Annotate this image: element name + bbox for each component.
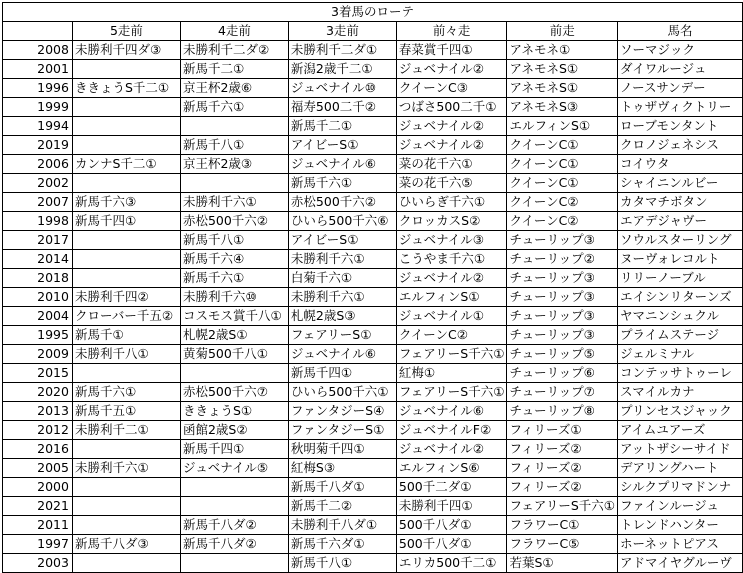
race-3-back-cell: ジュベナイル⑩ [288,79,396,98]
table-title: 3着馬のローテ [3,3,743,22]
race-2-back-cell: クイーンC③ [396,79,507,98]
last-race-cell: チューリップ⑤ [507,345,618,364]
year-cell: 2014 [3,250,73,269]
horse-name-cell: エアデジャヴー [617,212,742,231]
header-race-2-back: 前々走 [396,22,507,41]
race-2-back-cell: 未勝利千四① [396,497,507,516]
year-cell: 2000 [3,478,73,497]
race-5-back-cell [72,269,180,288]
race-4-back-cell: 京王杯2歳③ [180,155,288,174]
horse-name-cell: ノースサンデー [617,79,742,98]
race-5-back-cell: 新馬千① [72,326,180,345]
race-3-back-cell: 赤松500千六② [288,193,396,212]
race-4-back-cell: 黄菊500千八① [180,345,288,364]
horse-name-cell: シャイニンルビー [617,174,742,193]
race-2-back-cell: 春菜賞千四① [396,41,507,60]
horse-name-cell: スマイルカナ [617,383,742,402]
table-row [3,174,743,193]
header-last-race: 前走 [507,22,618,41]
horse-name-cell: ジェルミナル [617,345,742,364]
race-2-back-cell: ジュベナイルF② [396,421,507,440]
last-race-cell: クイーンC② [507,193,618,212]
horse-name-cell: デアリングハート [617,459,742,478]
race-3-back-cell: ファンタジーS④ [288,402,396,421]
header-race-3-back: 3走前 [288,22,396,41]
table-row [3,212,743,231]
race-3-back-cell: フェアリーS① [288,326,396,345]
race-4-back-cell: 新馬千六① [180,269,288,288]
header-horse-name: 馬名 [617,22,742,41]
year-cell: 2002 [3,174,73,193]
race-4-back-cell: ジュベナイル⑤ [180,459,288,478]
race-4-back-cell: 新馬千八ダ② [180,516,288,535]
year-cell: 2020 [3,383,73,402]
race-4-back-cell [180,174,288,193]
race-2-back-cell: エルフィンS⑥ [396,459,507,478]
horse-name-cell: トゥザヴィクトリー [617,98,742,117]
race-3-back-cell: 白菊千六① [288,269,396,288]
table-row [3,326,743,345]
race-5-back-cell [72,250,180,269]
table-row [3,288,743,307]
last-race-cell: フラワーC① [507,516,618,535]
year-cell: 1999 [3,98,73,117]
race-2-back-cell: 500千八ダ① [396,535,507,554]
race-2-back-cell: ジュベナイル② [396,440,507,459]
race-3-back-cell: 紅梅S③ [288,459,396,478]
table-row [3,402,743,421]
last-race-cell: チューリップ③ [507,307,618,326]
race-3-back-cell: ジュベナイル⑥ [288,345,396,364]
horse-name-cell: アイムユアーズ [617,421,742,440]
race-3-back-cell: 未勝利千八ダ① [288,516,396,535]
horse-name-cell: エイシンリターンズ [617,288,742,307]
race-3-back-cell: 未勝利千六① [288,250,396,269]
horse-name-cell: アドマイヤグルーヴ [617,554,742,573]
table-row [3,41,743,60]
race-3-back-cell: 新馬千八① [288,554,396,573]
race-2-back-cell: つばさ500二千① [396,98,507,117]
last-race-cell: フィリーズ① [507,421,618,440]
horse-name-cell: ローブモンタント [617,117,742,136]
race-2-back-cell: クイーンC② [396,326,507,345]
race-5-back-cell: 新馬千四① [72,212,180,231]
horse-name-cell: ソウルスターリング [617,231,742,250]
year-cell: 2017 [3,231,73,250]
horse-name-cell: ホーネットピアス [617,535,742,554]
last-race-cell: フィリーズ② [507,478,618,497]
year-cell: 1994 [3,117,73,136]
horse-name-cell: ヤマニンシュクル [617,307,742,326]
race-3-back-cell: 新馬千六ダ① [288,535,396,554]
race-4-back-cell: 札幌2歳S① [180,326,288,345]
race-5-back-cell [72,117,180,136]
table-row [3,269,743,288]
horse-name-cell: リリーノーブル [617,269,742,288]
year-cell: 2008 [3,41,73,60]
year-cell: 1998 [3,212,73,231]
race-5-back-cell: 新馬千六③ [72,193,180,212]
year-cell: 2016 [3,440,73,459]
race-3-back-cell: 新馬千四① [288,364,396,383]
year-cell: 2013 [3,402,73,421]
race-4-back-cell: 京王杯2歳⑥ [180,79,288,98]
horse-name-cell: プライムステージ [617,326,742,345]
race-2-back-cell: 500千二ダ① [396,478,507,497]
year-cell: 2004 [3,307,73,326]
last-race-cell: クイーンC① [507,136,618,155]
last-race-cell: アネモネS① [507,60,618,79]
year-cell: 2011 [3,516,73,535]
table-row [3,383,743,402]
last-race-cell: 若葉S① [507,554,618,573]
year-cell: 2007 [3,193,73,212]
year-cell: 2010 [3,288,73,307]
table-row [3,364,743,383]
race-4-back-cell: 函館2歳S② [180,421,288,440]
race-4-back-cell [180,497,288,516]
race-2-back-cell: クロッカスS② [396,212,507,231]
race-3-back-cell: 秋明菊千四① [288,440,396,459]
year-cell: 2019 [3,136,73,155]
table-row [3,497,743,516]
last-race-cell: チューリップ⑧ [507,402,618,421]
race-2-back-cell: ジュベナイル② [396,60,507,79]
race-3-back-cell: ひいら500千六⑥ [288,212,396,231]
race-5-back-cell: 未勝利千四② [72,288,180,307]
race-3-back-cell: 新馬千八ダ① [288,478,396,497]
last-race-cell: チューリップ③ [507,326,618,345]
race-4-back-cell: 新馬千六④ [180,250,288,269]
race-2-back-cell: エリカ500千二① [396,554,507,573]
last-race-cell: フィリーズ② [507,459,618,478]
race-5-back-cell [72,478,180,497]
race-5-back-cell [72,136,180,155]
year-cell: 2001 [3,60,73,79]
horse-name-cell: ダイワルージュ [617,60,742,79]
table-row [3,231,743,250]
race-3-back-cell: 新馬千二① [288,117,396,136]
horse-name-cell: ファインルージュ [617,497,742,516]
race-3-back-cell: 新潟2歳千二① [288,60,396,79]
race-5-back-cell: クローバー千五② [72,307,180,326]
table-row [3,60,743,79]
last-race-cell: フラワーC⑤ [507,535,618,554]
race-4-back-cell: 新馬千六① [180,98,288,117]
race-4-back-cell: 新馬千八ダ② [180,535,288,554]
race-2-back-cell: ひいらぎ千六① [396,193,507,212]
year-cell: 2005 [3,459,73,478]
horse-name-cell: カタマチボタン [617,193,742,212]
race-2-back-cell: エルフィンS① [396,288,507,307]
race-5-back-cell: 新馬千五① [72,402,180,421]
race-4-back-cell: コスモス賞千八① [180,307,288,326]
last-race-cell: クイーンC① [507,174,618,193]
race-3-back-cell: アイビーS① [288,231,396,250]
horse-name-cell: ソーマジック [617,41,742,60]
year-cell: 2003 [3,554,73,573]
table-row [3,535,743,554]
race-5-back-cell: カンナS千二① [72,155,180,174]
table-row [3,193,743,212]
year-cell: 2021 [3,497,73,516]
table-row [3,98,743,117]
race-5-back-cell [72,98,180,117]
table-row [3,136,743,155]
race-3-back-cell: 新馬千六① [288,174,396,193]
race-2-back-cell: フェアリーS千六① [396,345,507,364]
table-row [3,478,743,497]
race-5-back-cell: 未勝利千四ダ③ [72,41,180,60]
table-row [3,440,743,459]
last-race-cell: フィリーズ② [507,440,618,459]
table-row [3,155,743,174]
last-race-cell: クイーンC② [507,212,618,231]
table-row [3,117,743,136]
race-4-back-cell [180,364,288,383]
race-5-back-cell [72,60,180,79]
year-cell: 2018 [3,269,73,288]
race-4-back-cell: 未勝利千二ダ② [180,41,288,60]
race-4-back-cell: 新馬千八① [180,136,288,155]
race-2-back-cell: 菜の花千六① [396,155,507,174]
header-year [3,22,73,41]
last-race-cell: チューリップ⑦ [507,383,618,402]
last-race-cell: チューリップ③ [507,231,618,250]
horse-name-cell: ヌーヴォレコルト [617,250,742,269]
race-4-back-cell: ききょうS① [180,402,288,421]
horse-name-cell: アットザシーサイド [617,440,742,459]
race-4-back-cell: 未勝利千六① [180,193,288,212]
race-5-back-cell [72,231,180,250]
title-row [3,3,743,22]
year-cell: 1995 [3,326,73,345]
race-5-back-cell: 新馬千六① [72,383,180,402]
race-5-back-cell [72,364,180,383]
race-4-back-cell: 赤松500千六⑦ [180,383,288,402]
race-5-back-cell: 未勝利千二① [72,421,180,440]
horse-name-cell: トレンドハンター [617,516,742,535]
horse-name-cell: クロノジェネシス [617,136,742,155]
last-race-cell: チューリップ③ [507,269,618,288]
race-5-back-cell [72,440,180,459]
race-4-back-cell: 新馬千八① [180,231,288,250]
rotation-table [2,2,743,573]
year-cell: 2015 [3,364,73,383]
table-row [3,345,743,364]
race-4-back-cell: 新馬千四① [180,440,288,459]
race-2-back-cell: ジュベナイル③ [396,231,507,250]
race-3-back-cell: 未勝利千二ダ① [288,41,396,60]
year-cell: 2012 [3,421,73,440]
last-race-cell: アネモネS① [507,79,618,98]
race-2-back-cell: ジュベナイル② [396,136,507,155]
race-3-back-cell: 新馬千二② [288,497,396,516]
last-race-cell: チューリップ⑥ [507,364,618,383]
horse-name-cell: プリンセスジャック [617,402,742,421]
race-3-back-cell: 未勝利千六① [288,288,396,307]
race-2-back-cell: ジュベナイル② [396,269,507,288]
header-race-5-back: 5走前 [72,22,180,41]
year-cell: 1996 [3,79,73,98]
last-race-cell: チューリップ③ [507,288,618,307]
race-4-back-cell: 未勝利千六⑩ [180,288,288,307]
race-5-back-cell [72,554,180,573]
table-row [3,459,743,478]
race-4-back-cell [180,478,288,497]
race-2-back-cell: ジュベナイル⑥ [396,402,507,421]
race-3-back-cell: ひいら500千六① [288,383,396,402]
race-4-back-cell: 赤松500千六② [180,212,288,231]
year-cell: 1997 [3,535,73,554]
last-race-cell: アネモネS③ [507,98,618,117]
horse-name-cell: シルクプリマドンナ [617,478,742,497]
header-race-4-back: 4走前 [180,22,288,41]
race-3-back-cell: 福寿500二千② [288,98,396,117]
race-2-back-cell: フェアリーS千六① [396,383,507,402]
race-5-back-cell: ききょうS千二① [72,79,180,98]
race-2-back-cell: ジュベナイル② [396,117,507,136]
race-2-back-cell: こうやま千六① [396,250,507,269]
race-3-back-cell: アイビーS① [288,136,396,155]
table-row [3,554,743,573]
table-row [3,79,743,98]
last-race-cell: エルフィンS① [507,117,618,136]
header-row [3,22,743,41]
race-5-back-cell [72,174,180,193]
last-race-cell: チューリップ② [507,250,618,269]
horse-name-cell: コンテッサトゥーレ [617,364,742,383]
race-5-back-cell: 未勝利千八① [72,345,180,364]
race-3-back-cell: ファンタジーS① [288,421,396,440]
race-3-back-cell: ジュベナイル⑥ [288,155,396,174]
year-cell: 2009 [3,345,73,364]
table-row [3,421,743,440]
year-cell: 2006 [3,155,73,174]
race-4-back-cell [180,554,288,573]
table-row [3,307,743,326]
last-race-cell: クイーンC① [507,155,618,174]
last-race-cell: アネモネ① [507,41,618,60]
table-row [3,516,743,535]
race-2-back-cell: 500千八ダ① [396,516,507,535]
race-5-back-cell: 新馬千八ダ③ [72,535,180,554]
race-5-back-cell [72,516,180,535]
race-5-back-cell [72,497,180,516]
last-race-cell: フェアリーS千六① [507,497,618,516]
race-3-back-cell: 札幌2歳S③ [288,307,396,326]
race-2-back-cell: 菜の花千六⑤ [396,174,507,193]
race-2-back-cell: ジュベナイル① [396,307,507,326]
race-4-back-cell [180,117,288,136]
race-2-back-cell: 紅梅① [396,364,507,383]
horse-name-cell: コイウタ [617,155,742,174]
table-row [3,250,743,269]
race-5-back-cell: 未勝利千六① [72,459,180,478]
race-4-back-cell: 新馬千二① [180,60,288,79]
